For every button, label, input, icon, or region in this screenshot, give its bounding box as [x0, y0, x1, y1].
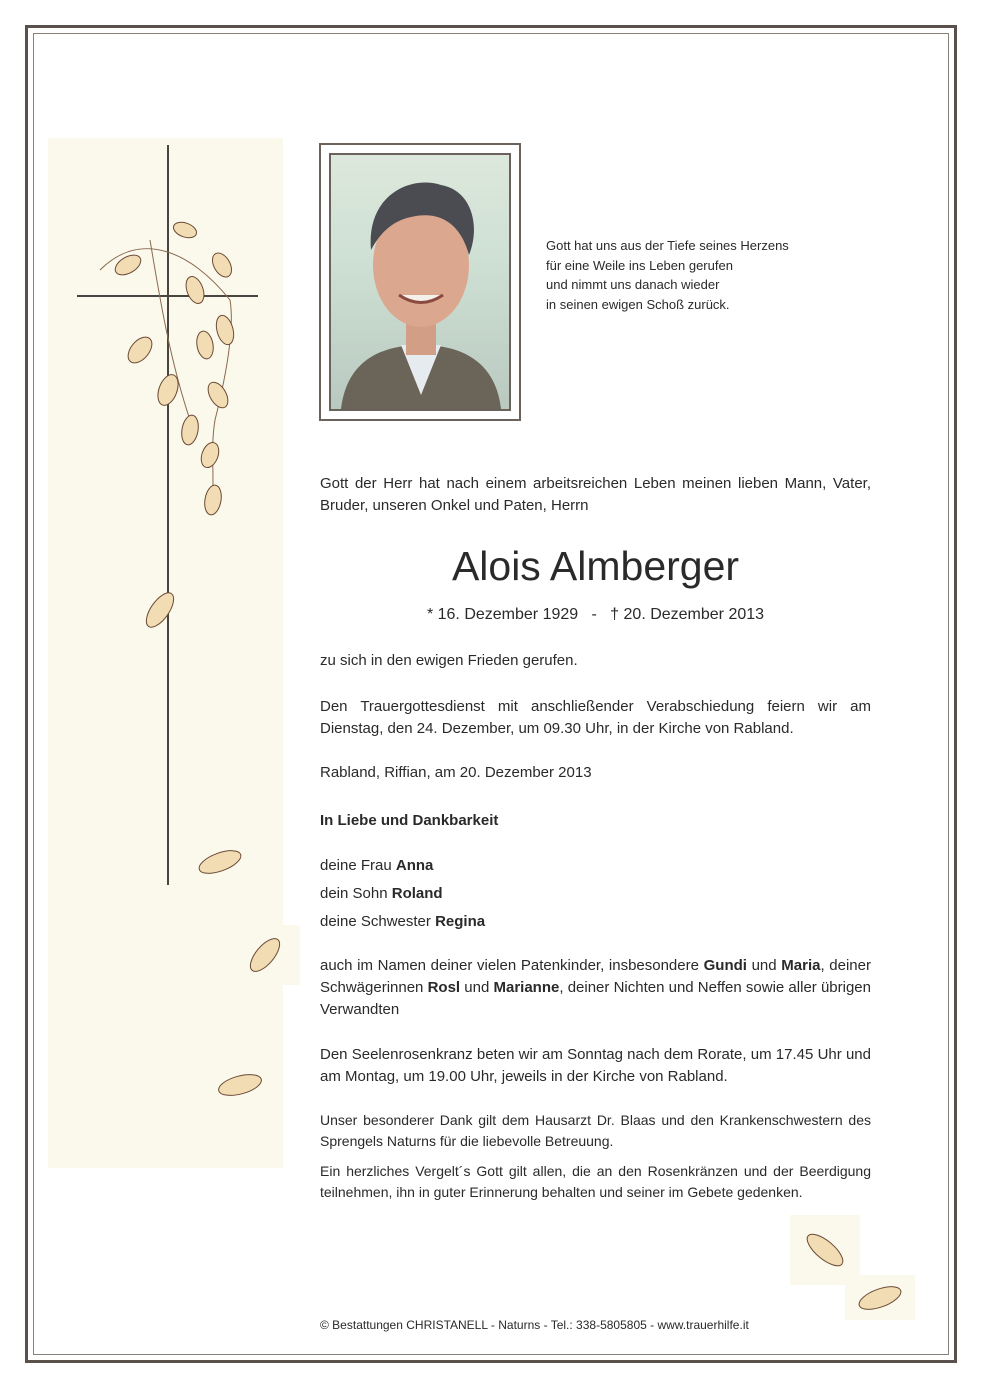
- leaf-icon: [112, 251, 144, 279]
- place-date: Rabland, Riffian, am 20. Dezember 2013: [320, 764, 592, 781]
- death-date: † 20. Dezember 2013: [610, 606, 765, 623]
- vergelts-text: Ein herzliches Vergelt´s Gott gilt allen, die an den Rosenkränzen und der Beerdigung teilnehmen, ihn in guter Erinnerung behalten und seiner im Gebete gedenken.: [320, 1163, 871, 1200]
- portrait-frame: [319, 143, 521, 421]
- mourner-relation: deine Frau: [320, 857, 396, 874]
- love-heading: In Liebe und Dankbarkeit: [320, 812, 499, 829]
- date-separator: -: [591, 606, 597, 623]
- leaf-icon: [802, 1229, 847, 1271]
- quote-line: und nimmt uns danach wieder: [546, 277, 720, 292]
- leaf-icon: [213, 313, 236, 346]
- leaf-icon: [204, 379, 232, 411]
- birth-date: * 16. Dezember 1929: [426, 606, 579, 623]
- leaf-icon: [196, 846, 244, 878]
- leaf-icon: [183, 274, 208, 306]
- leaf-icon: [141, 588, 179, 631]
- called-text: zu sich in den ewigen Frieden gerufen.: [320, 652, 578, 669]
- mourner: [320, 883, 871, 905]
- leaf-icon: [245, 934, 285, 976]
- quote-line: Gott hat uns aus der Tiefe seines Herzens: [546, 238, 789, 253]
- mourner-relation: deine Schwester: [320, 913, 436, 930]
- portrait-photo: [329, 153, 511, 411]
- thanks-text: Unser besonderer Dank gilt dem Hausarzt Dr. Blaas und den Krankenschwestern des Sprengels Naturns für die liebevolle Betreuung.: [320, 1112, 871, 1149]
- life-dates: [320, 606, 871, 624]
- leaf-icon: [195, 330, 216, 360]
- footer: © Bestattungen CHRISTANELL - Naturns - Tel.: 338-5805805 - www.trauerhilfe.it: [320, 1318, 749, 1332]
- mourner: [320, 855, 871, 877]
- leaf-icon: [209, 250, 236, 281]
- mourner-name: Regina: [435, 913, 486, 930]
- rosary-text: Den Seelenrosenkranz beten wir am Sonntag nach dem Rorate, um 17.45 Uhr und am Montag, um 19.00 Uhr, jeweils in der Kirche von Rabland.: [320, 1046, 871, 1085]
- mourner-name: Roland: [391, 885, 443, 902]
- leaf-icon: [180, 414, 201, 446]
- intro-text: Gott der Herr hat nach einem arbeitsreichen Leben meinen lieben Mann, Vater, Bruder, unseren Onkel und Paten, Herrn: [320, 475, 871, 514]
- leaf-icon: [216, 1071, 263, 1100]
- mourner-relation: dein Sohn: [320, 885, 392, 902]
- leaf-icon: [198, 440, 222, 470]
- mourner: [320, 911, 871, 933]
- relatives-text: auch im Namen deiner vielen Patenkinder, insbesondere Gundi und Maria, deiner Schwägerinnen Rosl und Marianne, deiner Nichten und Neffen sowie aller übrigen Verwandten: [320, 957, 871, 1018]
- leaf-icon: [171, 219, 198, 240]
- quote-line: für eine Weile ins Leben gerufen: [546, 257, 733, 273]
- service-text: Den Trauergottesdienst mit anschließender Verabschiedung feiern wir am Dienstag, den 24. Dezember, um 09.30 Uhr, in der Kirche von Rabland.: [320, 698, 871, 737]
- deceased-name: Alois Almberger: [451, 543, 740, 589]
- quote: [546, 236, 789, 314]
- leaf-icon: [203, 484, 224, 516]
- leaf-icon: [856, 1282, 904, 1314]
- leaf-icon: [123, 333, 156, 368]
- quote-line: in seinen ewigen Schoß zurück.: [546, 296, 730, 312]
- mourner-name: Anna: [395, 857, 434, 874]
